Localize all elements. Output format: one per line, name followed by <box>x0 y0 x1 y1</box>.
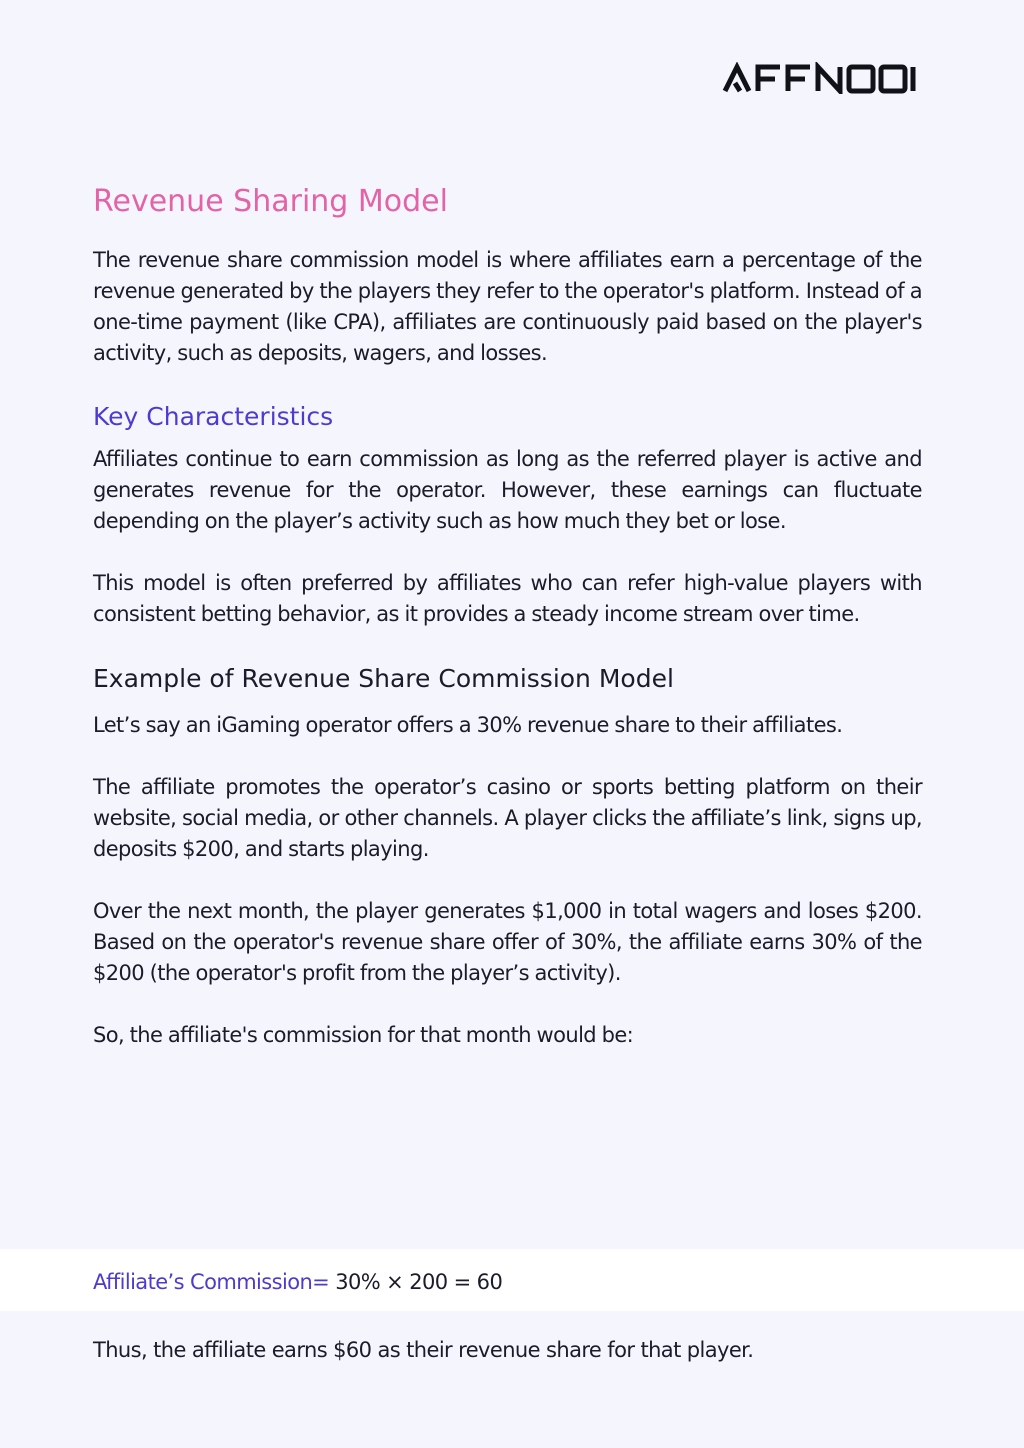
key-characteristics-heading: Key Characteristics <box>93 402 334 431</box>
main-content <box>93 180 922 1051</box>
page-title: Revenue Sharing Model <box>93 184 448 219</box>
affnook-logo <box>722 62 922 94</box>
example-paragraph-4: So, the affiliate's commission for that month would be: <box>93 1023 634 1047</box>
example-paragraph-2: The affiliate promotes the operator’s casino or sports betting platform on their website, social media, or other channels. A player clicks the affiliate’s link, signs up, deposits $200, and starts playing. <box>93 775 922 861</box>
key-characteristics-paragraph-1: Affiliates continue to earn commission as long as the referred player is active and generates revenue for the operator. However, these earnings can fluctuate depending on the player’s activity such as how much they bet or lose. <box>93 447 922 533</box>
example-paragraph-1: Let’s say an iGaming operator offers a 30% revenue share to their affiliates. <box>93 713 843 737</box>
logo-wordmark-icon <box>722 62 922 94</box>
commission-formula <box>93 1267 502 1298</box>
key-characteristics-paragraph-2: This model is often preferred by affiliates who can refer high-value players with consistent betting behavior, as it provides a steady income stream over time. <box>93 571 922 626</box>
example-paragraph-3: Over the next month, the player generates $1,000 in total wagers and loses $200. Based on the operator's revenue share offer of 30%, the affiliate earns 30% of the $200 (the operator's profit from the player’s activity). <box>93 899 922 985</box>
intro-paragraph: The revenue share commission model is where affiliates earn a percentage of the revenue generated by the players they refer to the operator's platform. Instead of a one-time payment (like CPA), affiliates are continuously paid based on the player's activity, such as deposits, wagers, and losses. <box>93 248 922 365</box>
formula-expression: 30% × 200 = 60 <box>329 1270 503 1294</box>
conclusion-paragraph: Thus, the affiliate earns $60 as their revenue share for that player. <box>93 1338 754 1362</box>
formula-label: Affiliate’s Commission= <box>93 1270 330 1294</box>
example-heading: Example of Revenue Share Commission Model <box>93 664 674 693</box>
